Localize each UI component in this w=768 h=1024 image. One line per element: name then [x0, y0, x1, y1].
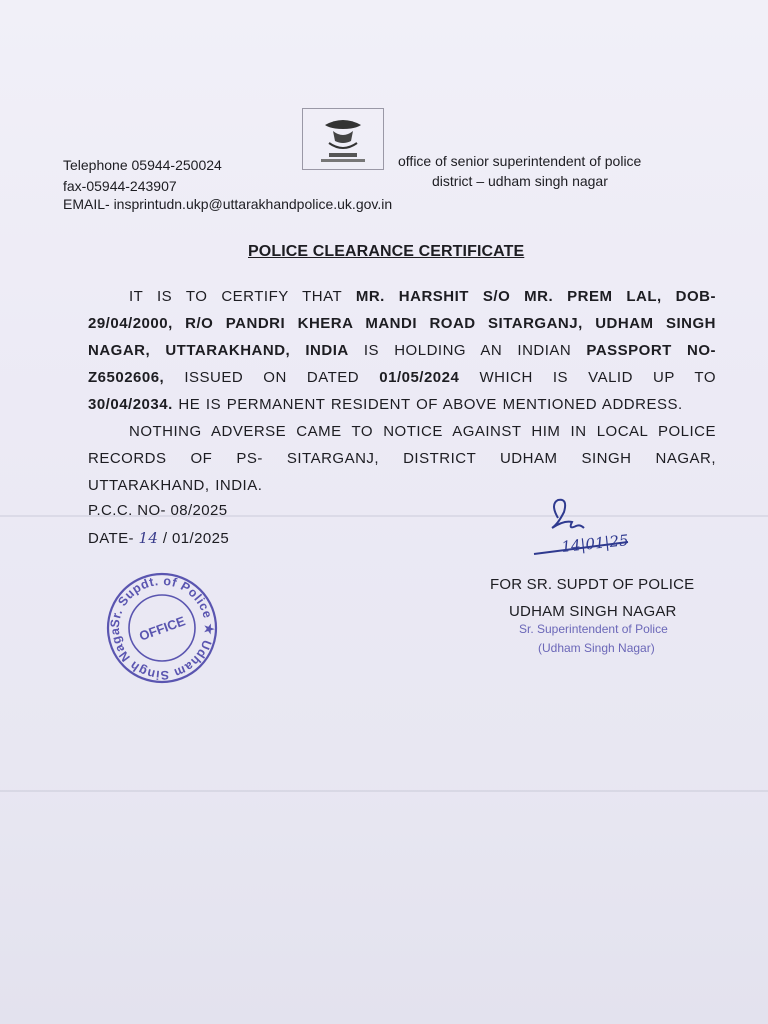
- body-line: [88, 391, 716, 418]
- applicant-location: NAGAR, UTTARAKHAND, INDIA: [88, 342, 349, 359]
- certificate-title: POLICE CLEARANCE CERTIFICATE: [248, 243, 525, 260]
- date-value: / 01/2025: [158, 530, 230, 547]
- body-line: [88, 283, 716, 310]
- body-line: [88, 364, 716, 391]
- body-line: [88, 310, 716, 337]
- body-text: IS HOLDING AN INDIAN: [348, 342, 587, 359]
- certificate-paragraph-1: [88, 283, 716, 418]
- seal-center-text: OFFICE: [137, 613, 188, 644]
- date-label: DATE-: [88, 530, 139, 547]
- email-line: EMAIL- insprintudn.ukp@uttarakhandpolice.uk.gov.in: [63, 196, 393, 212]
- seal-ring-text: Sr. Supdt. of Police ★ Udham Singh Naga: [107, 573, 217, 683]
- state-emblem-icon: [302, 108, 384, 170]
- office-line-2: district – udham singh nagar: [432, 173, 608, 189]
- passport-label: PASSPORT NO-: [586, 342, 716, 359]
- designation-stamp-line-1: Sr. Superintendent of Police: [519, 622, 668, 636]
- designation-stamp-line-2: (Udham Singh Nagar): [538, 641, 655, 655]
- certificate-paragraph-2: [88, 418, 716, 499]
- officer-signature: [528, 496, 638, 566]
- expiry-date: 30/04/2034.: [88, 396, 173, 413]
- paper-fold: [0, 790, 768, 792]
- applicant-address: 29/04/2000, R/O PANDRI KHERA MANDI ROAD SITARGANJ, UDHAM SINGH: [88, 315, 716, 332]
- signatory-line-2: UDHAM SINGH NAGAR: [509, 603, 677, 620]
- telephone-line: Telephone 05944-250024: [63, 157, 222, 173]
- body-line: [88, 337, 716, 364]
- body-text: ISSUED ON DATED: [164, 369, 380, 386]
- body-text: HE IS PERMANENT RESIDENT OF ABOVE MENTIONED ADDRESS.: [172, 396, 683, 413]
- body-text: WHICH IS VALID UP TO: [459, 369, 716, 386]
- body-line: UTTARAKHAND, INDIA.: [88, 477, 263, 494]
- handwritten-day: 14: [138, 529, 159, 547]
- body-line: NOTHING ADVERSE CAME TO NOTICE AGAINST HIM IN LOCAL POLICE: [129, 423, 716, 440]
- pcc-date: [88, 529, 229, 547]
- pcc-number: P.C.C. NO- 08/2025: [88, 502, 228, 519]
- fax-line: fax-05944-243907: [63, 178, 177, 194]
- signatory-line-1: FOR SR. SUPDT OF POLICE: [490, 576, 695, 593]
- office-line-1: office of senior superintendent of police: [398, 153, 642, 169]
- office-seal: [104, 570, 220, 686]
- body-text: IT IS TO CERTIFY THAT: [129, 288, 356, 305]
- applicant-name: MR. HARSHIT S/O MR. PREM LAL, DOB-: [355, 288, 716, 305]
- signature-date: 14|01|25: [560, 531, 630, 556]
- issue-date: 01/05/2024: [379, 369, 460, 386]
- passport-number: Z6502606,: [88, 369, 165, 386]
- body-line: RECORDS OF PS- SITARGANJ, DISTRICT UDHAM SINGH NAGAR,: [88, 450, 716, 467]
